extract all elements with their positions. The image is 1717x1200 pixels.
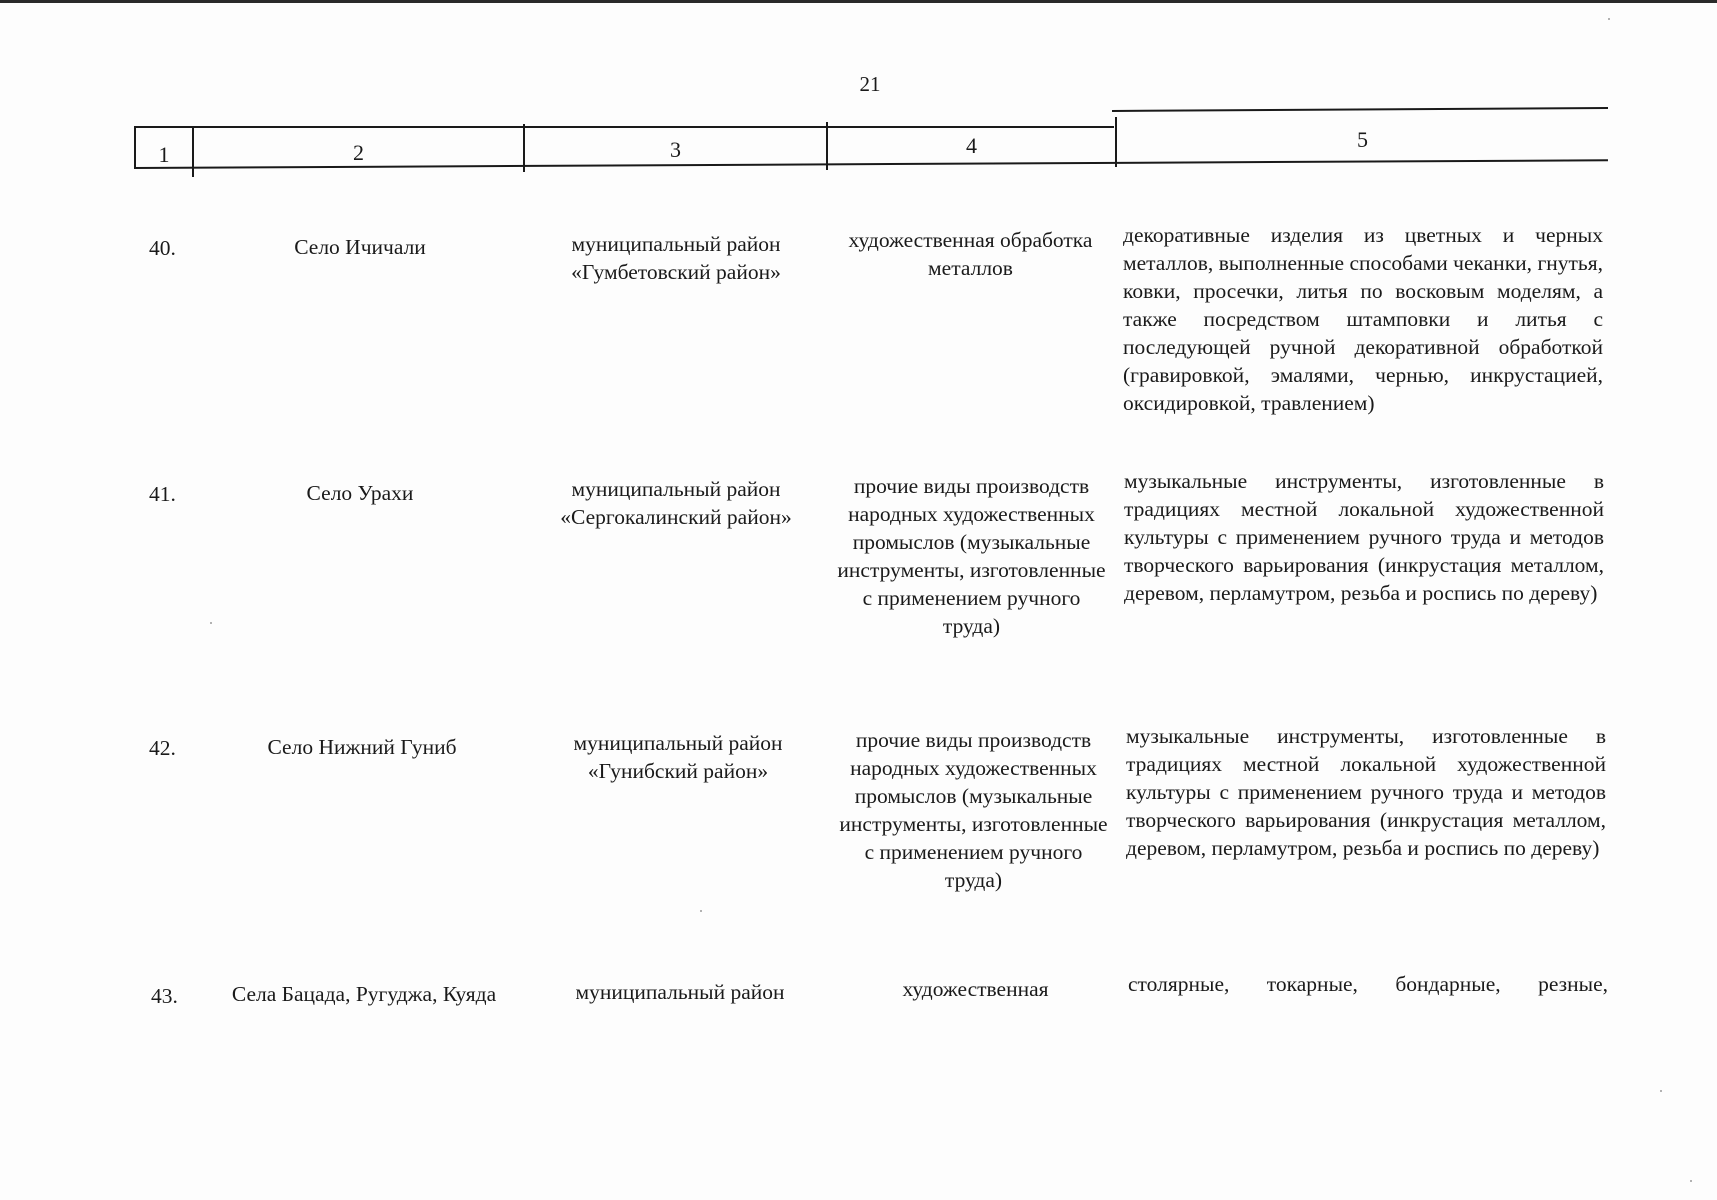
header-col-1: 1 — [158, 142, 170, 167]
row-41-place: Село Урахи — [306, 481, 414, 505]
header-col-3: 3 — [670, 137, 681, 162]
header-top-border-right — [1112, 107, 1608, 112]
header-col-4: 4 — [966, 133, 977, 158]
row-43-district: муниципальный район — [575, 980, 785, 1004]
scan-speck — [1660, 1090, 1662, 1092]
row-40-district: муниципальный район «Гумбетовский район» — [571, 232, 781, 284]
scan-speck — [700, 910, 702, 912]
row-40-number: 40. — [149, 236, 176, 260]
header-col-5: 5 — [1357, 127, 1368, 152]
row-41-craft: прочие виды производств народных художественных промыслов (музыкальные инструменты, изготовленные с применением ручного труда) — [837, 474, 1106, 638]
row-43-place: Села Бацада, Ругуджа, Куяда — [231, 982, 497, 1006]
row-40-products: декоративные изделия из цветных и черных металлов, выполненные способами чеканки, гнутья, ковки, просечки, литья по восковым моделям, а также посредством штамповки и литья с последующей ручной декоративной обработкой (гравировкой, эмалями, чернью, инкрустацией, оксидировкой, травлением) — [1123, 223, 1603, 415]
scan-speck — [1608, 18, 1610, 20]
header-top-border — [134, 126, 1114, 128]
row-42-craft: прочие виды производств народных художественных промыслов (музыкальные инструменты, изготовленные с применением ручного труда) — [839, 728, 1108, 892]
row-42-place: Село Нижний Гуниб — [267, 735, 457, 759]
row-41-products: музыкальные инструменты, изготовленные в традициях местной локальной художественной культуры с применением ручного труда и методов творческого варьирования (инкрустация металлом, деревом, перламутром, резьба и роспись по дереву) — [1124, 469, 1604, 605]
row-42-number: 42. — [149, 736, 176, 760]
row-42-products: музыкальные инструменты, изготовленные в традициях местной локальной художественной культуры с применением ручного труда и методов творческого варьирования (инкрустация металлом, деревом, перламутром, резьба и роспись по дереву) — [1126, 724, 1606, 860]
scan-speck — [210, 622, 212, 624]
row-41-district: муниципальный район «Сергокалинский район» — [560, 477, 792, 529]
scan-speck — [1690, 1180, 1692, 1182]
page-number: 21 — [859, 72, 881, 96]
row-43-craft: художественная — [902, 977, 1049, 1001]
row-43-products: столярные, токарные, бондарные, резные, — [1128, 972, 1608, 996]
page-top-edge — [0, 0, 1717, 3]
row-40-craft: художественная обработка металлов — [848, 228, 1093, 280]
row-40-place: Село Ичичали — [294, 235, 426, 259]
row-43-number: 43. — [151, 984, 178, 1008]
header-col-2: 2 — [353, 140, 364, 165]
row-42-district: муниципальный район «Гунибский район» — [573, 731, 783, 783]
row-41-number: 41. — [149, 482, 176, 506]
